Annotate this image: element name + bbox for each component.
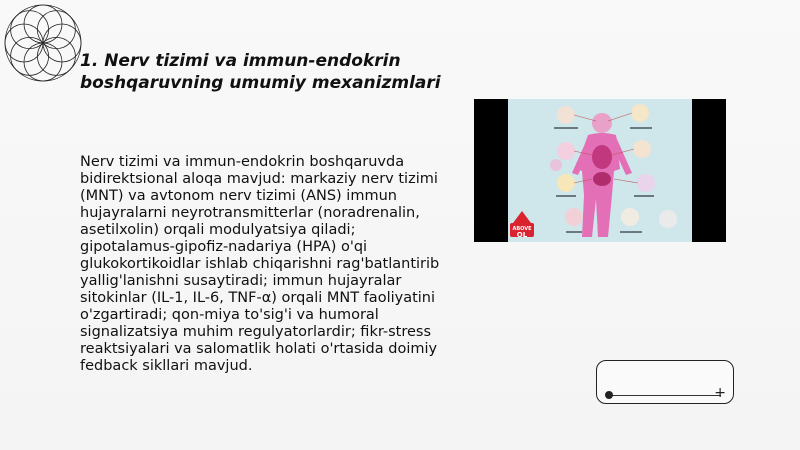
watermark-bottom-text: OL: [516, 231, 528, 239]
human-body-infographic: [474, 99, 726, 242]
media-player-controls[interactable]: [596, 360, 734, 404]
decorative-circle-ornament: [2, 2, 84, 84]
seek-track[interactable]: [609, 395, 721, 396]
slide-title: 1. Nerv tizimi va immun-endokrin boshqaruvning umumiy mexanizmlari: [80, 51, 441, 93]
seek-knob[interactable]: [605, 391, 613, 399]
slide-body-text: Nerv tizimi va immun-endokrin boshqaruvda bidirektsional aloqa mavjud: markaziy nerv tizimi (MNT) va avtonom nerv tizimi (ANS) immun hujayralarni neyrotransmitterlar (noradrenalin, asetilxolin) orqali modulyatsiya qiladi; gipotalamus-gipofiz-nadariya (HPA) o'qi glukokortikoidlar ishlab chiqarishni rag'batlantirib yallig'lanishni susaytiradi; immun hujayralar sitokinlar (IL-1, IL-6, TNF-α) orqali MNT faoliyatini o'zgartiradi; qon-miya to'sig'i va humoral signalizatsiya muhim regulyatorlardir; fikr-stress reaktsiyalari va salomatlik holati o'rtasida doimiy fedback sikllari mavjud.: [80, 154, 440, 374]
watermark-top-text: ABOVE: [512, 226, 532, 232]
video-frame[interactable]: [474, 99, 726, 242]
volume-plus-icon[interactable]: +: [714, 385, 726, 401]
